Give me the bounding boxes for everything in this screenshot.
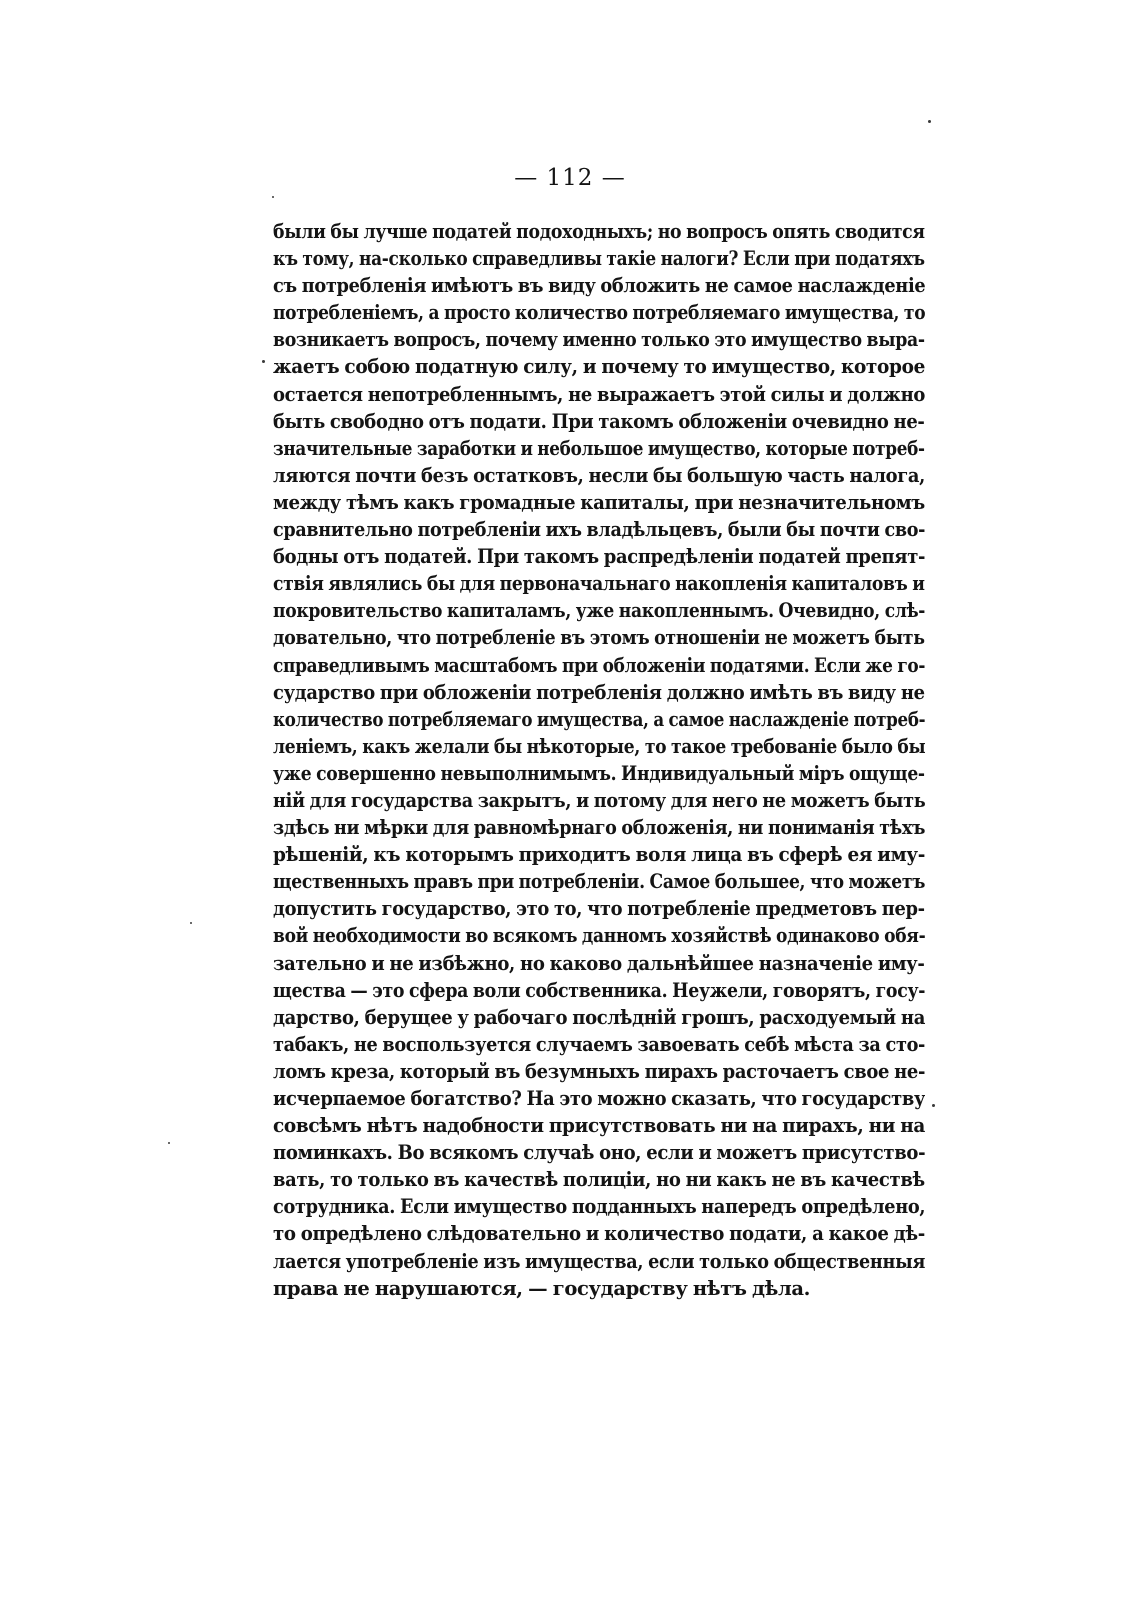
text-line: табакъ, не воспользуется случаемъ завоевать себѣ мѣста за сто- — [273, 1032, 925, 1056]
scan-speck — [272, 196, 274, 198]
text-line: между тѣмъ какъ громадные капиталы, при незначительномъ — [273, 490, 925, 514]
text-line: покровительство капиталамъ, уже накопленнымъ. Очевидно, слѣ- — [273, 599, 925, 623]
scan-speck — [928, 120, 931, 123]
text-line: были бы лучше податей подоходныхъ; но вопросъ опять сводится — [273, 220, 925, 243]
text-line: исчерпаемое богатство? На это можно сказать, что государству — [273, 1087, 925, 1110]
text-line: потребленіемъ, а просто количество потребляемаго имущества, то — [273, 301, 926, 325]
text-line: лается употребленіе изъ имущества, если только общественныя — [273, 1249, 925, 1273]
text-line: ствія являлись бы для первоначальнаго накопленія капиталовъ и — [273, 572, 925, 596]
scan-speck — [190, 922, 192, 924]
text-line: уже совершенно невыполнимымъ. Индивидуальный міръ ощуще- — [273, 761, 925, 785]
text-line: сравнительно потребленіи ихъ владѣльцевъ, были бы почти сво- — [273, 518, 926, 542]
text-line: довательно, что потребленіе въ этомъ отношеніи не можетъ быть — [273, 626, 925, 650]
text-line: сотрудника. Если имущество подданныхъ напередъ опредѣлено, — [273, 1195, 926, 1219]
text-line: поминкахъ. Во всякомъ случаѣ оно, если и можетъ присутство- — [273, 1141, 925, 1165]
text-line: вать, то только въ качествѣ полиціи, но ни какъ не въ качествѣ — [273, 1168, 925, 1192]
text-line: ломъ креза, который въ безумныхъ пирахъ расточаетъ свое не- — [273, 1059, 925, 1083]
text-line: остается непотребленнымъ, не выражаетъ этой силы и должно — [273, 382, 925, 406]
text-line: возникаетъ вопросъ, почему именно только это имущество выра- — [273, 328, 925, 352]
text-line: съ потребленія имѣютъ въ виду обложить не самое наслажденіе — [273, 274, 925, 298]
body-text — [273, 218, 925, 1302]
text-line: справедливымъ масштабомъ при обложеніи податями. Если же го- — [273, 653, 925, 677]
text-line: дарство, берущее у рабочаго послѣдній грошъ, расходуемый на — [273, 1005, 925, 1029]
text-line: къ тому, на-сколько справедливы такіе налоги? Если при податяхъ — [273, 247, 925, 271]
text-line: вой необходимости во всякомъ данномъ хозяйствѣ одинаково обя- — [273, 924, 925, 948]
text-line: бодны отъ податей. При такомъ распредѣленіи податей препят- — [273, 545, 925, 569]
text-line: щественныхъ правъ при потребленіи. Самое большее, что можетъ — [273, 870, 926, 894]
text-line: ній для государства закрытъ, и потому для него не можетъ быть — [273, 788, 926, 812]
text-line: то опредѣлено слѣдовательно и количество подати, а какое дѣ- — [273, 1222, 925, 1246]
text-line: рѣшеній, къ которымъ приходитъ воля лица въ сферѣ ея иму- — [273, 843, 925, 867]
page-number: — 112 — — [514, 165, 626, 191]
text-line: допустить государство, это то, что потребленіе предметовъ пер- — [273, 897, 925, 921]
scan-speck — [168, 1142, 170, 1144]
text-line: здѣсь ни мѣрки для равномѣрнаго обложенія, ни пониманія тѣхъ — [273, 816, 926, 840]
text-line: ляются почти безъ остатковъ, несли бы большую часть налога, — [273, 463, 925, 487]
text-line: количество потребляемаго имущества, а самое наслажденіе потреб- — [273, 707, 925, 731]
text-line: жаетъ собою податную силу, и почему то имущество, которое — [273, 355, 925, 379]
text-line: зательно и не избѣжно, но каково дальнѣйшее назначеніе иму- — [273, 951, 925, 975]
text-line: совсѣмъ нѣтъ надобности присутствовать ни на пирахъ, ни на — [273, 1114, 926, 1138]
scan-speck — [262, 360, 265, 363]
scan-speck — [932, 1104, 935, 1107]
text-line: леніемъ, какъ желали бы нѣкоторые, то такое требованіе было бы — [273, 734, 925, 758]
text-line: значительные заработки и небольшое имущество, которые потреб- — [273, 436, 925, 460]
text-line: сударство при обложеніи потребленія должно имѣть въ виду не — [273, 680, 925, 704]
text-line: быть свободно отъ подати. При такомъ обложеніи очевидно не- — [273, 409, 925, 433]
text-line: щества — это сфера воли собственника. Неужели, говорятъ, госу- — [273, 978, 926, 1002]
text-line: права не нарушаются, — государству нѣтъ дѣла. — [273, 1276, 811, 1300]
